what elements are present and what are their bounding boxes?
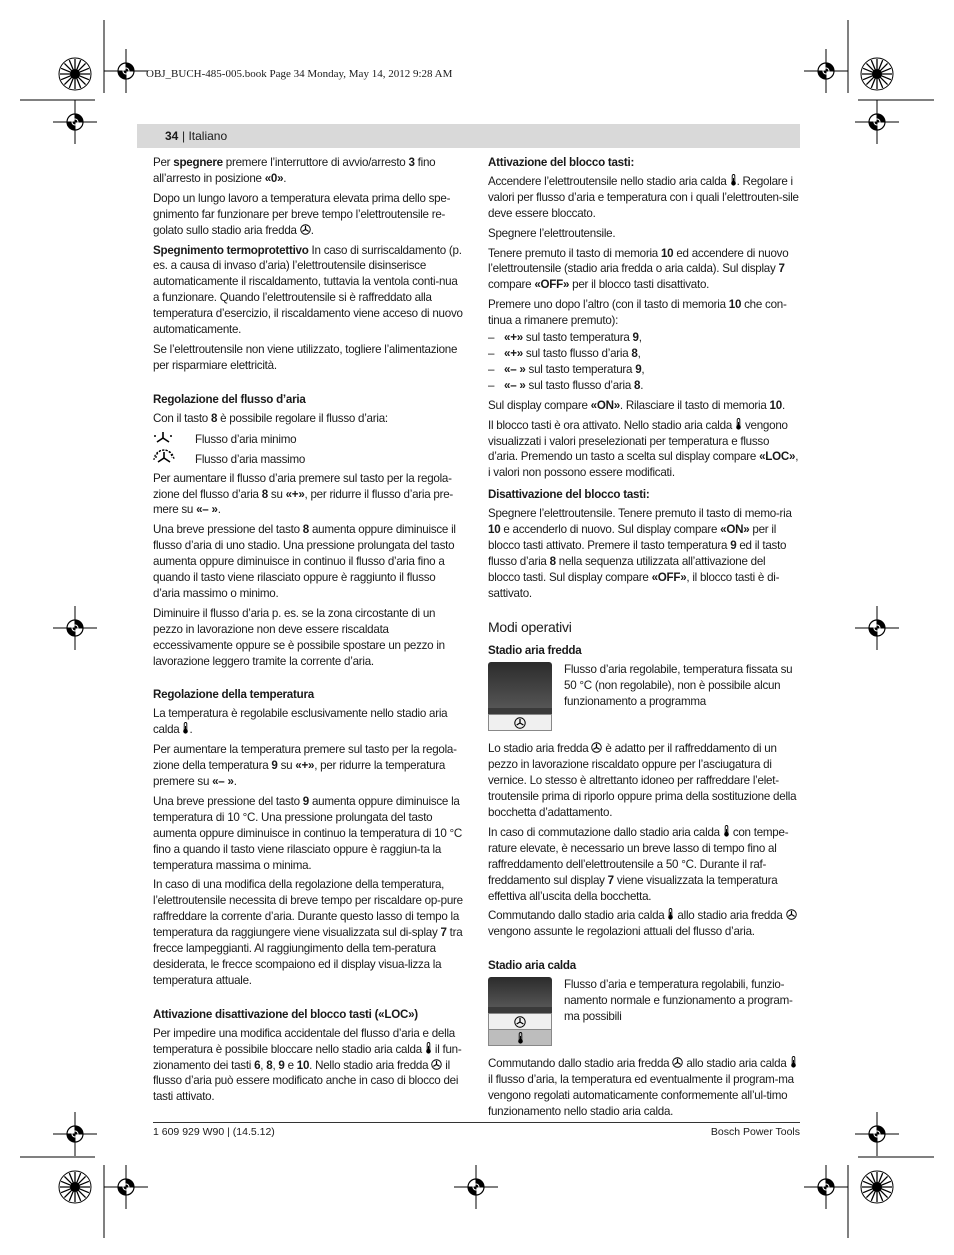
paragraph-lock-step2: Spegnere l’elettroutensile. (488, 226, 616, 240)
hot-stage-icon (723, 825, 730, 837)
list-item: – «+» sul tasto flusso d’aria 8, (488, 346, 641, 360)
fan-max-icon (153, 448, 175, 466)
display-screen (488, 977, 552, 1007)
paragraph-power-save: Se l’elettroutensile non viene utilizzato, togliere l’alimentazione per risparmiare elettricità. (153, 342, 458, 372)
paragraph-lock-step1: Accendere l’elettroutensile nello stadio aria calda . Regolare i valori per flusso d’aria e temperatura con i quali l’elettrouten-sile deve essere bloccato. (488, 174, 799, 220)
hot-stage-description: Flusso d’aria e temperatura regolabili, funzio-namento normale e funzionamento a program-ma possibili (564, 978, 793, 1023)
right-column (488, 155, 800, 1124)
paragraph-cooldown: Dopo un lungo lavoro a temperatura elevata prima dello spe-gnimento far funzionare per breve tempo l’elettroutensile re-golato sullo stadio aria fredda . (153, 191, 451, 237)
cold-stage-block (488, 662, 800, 731)
heading-key-lock: Attivazione disattivazione del blocco tasti («LOC») (153, 1007, 418, 1021)
paragraph-airflow-press: Una breve pressione del tasto 8 aumenta oppure diminuisce il flusso d’aria di uno stadio. Una pressione prolungata del tasto aumenta oppure diminuisce in continuo il flusso d’aria fino a quando il tasto viene rilasciato oppure è raggiunto il flusso d’aria massimo o minimo. (153, 523, 456, 600)
hot-stage-icon (790, 1056, 797, 1068)
footer-divider (153, 1122, 800, 1123)
hot-stage-button (488, 1030, 552, 1046)
cold-stage-icon (786, 909, 797, 920)
cold-stage-icon (514, 1016, 526, 1028)
footer-brand: Bosch Power Tools (710, 1126, 800, 1138)
paragraph-temperature-press: Una breve pressione del tasto 9 aumenta oppure diminuisce la temperatura di 10 °C. Una pressione prolungata del tasto aumenta oppure diminuisce in continuo la temperatura di 10 °C fino a quando il tasto viene rilasciato oppure è raggiun-ta la temperatura massima o minima. (153, 794, 463, 872)
paragraph-cold-stage-airflow: Commutando dallo stadio aria calda allo stadio aria fredda vengono assunte le regolazioni attuali del flusso d’aria. (488, 908, 800, 940)
page-language: | Italiano (182, 129, 228, 143)
hot-stage-icon (425, 1042, 432, 1054)
cold-stage-button (488, 714, 552, 731)
paragraph-cold-stage-switch: In caso di commutazione dallo stadio aria calda con tempe-rature elevate, è necessario un breve lasso di tempo fino al raffreddamento dell’elettroutensile a 50 °C. Durante il raf-freddamento sul display 7 viene visualizzata la temperatura effettiva all’uscita della bocchetta. (488, 825, 789, 903)
cold-stage-icon (514, 717, 526, 729)
paragraph-lock-deactivation: Spegnere l’elettroutensile. Tenere premuto il tasto di memo-ria 10 e accenderlo di nuovo. Sul display compare «ON» per il blocco tasti attivato. Premere il tasto temperatura 9 ed il tasto flusso d’aria 8 nella sequenza utilizzata all’attivazione del blocco tasti. Sul display compare «OFF», il blocco tasti è di-sattivato. (488, 507, 792, 600)
paragraph-lock-step4: Premere uno dopo l’altro (con il tasto di memoria 10 che con-tinua a rimanere premuto): (488, 298, 787, 328)
list-item: – «+» sul tasto temperatura 9, (488, 331, 642, 345)
paragraph-lock-step3: Tenere premuto il tasto di memoria 10 ed accendere di nuovo l’elettroutensile (stadio aria fredda o aria calda). Sul display 7 compare «OFF» per il blocco tasti disattivato. (488, 246, 789, 292)
cold-stage-icon (591, 742, 602, 753)
footer-document-code: 1 609 929 W90 | (14.5.12) (153, 1126, 275, 1138)
hot-stage-block (488, 977, 800, 1046)
cold-stage-icon (431, 1059, 442, 1070)
paragraph-airflow-keys: Per aumentare il flusso d’aria premere sul tasto per la regola-zione del flusso d’aria 8 su «+», per ridurre il flusso d’aria pre-mere su «– ». (153, 471, 453, 517)
list-item: – «– » sul tasto flusso d’aria 8. (488, 378, 644, 392)
cold-stage-icon (672, 1057, 683, 1068)
heading-lock-deactivation: Disattivazione del blocco tasti: (488, 488, 650, 502)
page-number: 34 (165, 129, 179, 143)
cold-stage-button (488, 1013, 552, 1030)
paragraph-key-lock: Per impedire una modifica accidentale del flusso d’aria e della temperatura è possibile bloccare nello stadio aria calda il fun-zionamento dei tasti 6, 8, 9 e 10. Nello stadio aria fredda il flusso d’aria può essere modificato anche in caso di blocco dei tasti attivato. (153, 1026, 462, 1104)
paragraph-temperature-keys: Per aumentare la temperatura premere sul tasto per la regola-zione della temperatura 9 su «+», per ridurre la temperatura premere su «– ». (153, 743, 457, 788)
paragraph-temperature-intro: La temperatura è regolabile esclusivamente nello stadio aria calda . (153, 707, 448, 737)
hot-stage-icon (517, 1032, 524, 1044)
display-screen (488, 662, 552, 708)
heading-cold-stage: Stadio aria fredda (488, 644, 582, 658)
paragraph-lock-step5: Sul display compare «ON». Rilasciare il tasto di memoria 10. (488, 398, 785, 412)
page-header-band (137, 124, 800, 148)
key-sequence-list (488, 330, 800, 394)
list-item: – «– » sul tasto temperatura 9, (488, 362, 645, 376)
paragraph-thermal-protection: Spegnimento termoprotettivo In caso di surriscaldamento (p. es. a causa di invaso d’aria) l’elettroutensile disinserisce automaticamente il riscaldamento, tuttavia la ventola conti-nua a funzionare. Quando l’elettroutensile si è raffreddato alla temperatura d’esercizio, il riscaldamento viene acceso di nuovo automaticamente. (153, 243, 463, 337)
fan-min-icon (153, 430, 173, 444)
paragraph-cold-stage-use: Lo stadio aria fredda è adatto per il raffreddamento di un pezzo in lavorazione riscaldato oppure per l’asciugatura di vernice. Lo stesso è altrettanto idoneo per raffreddare l’elet-troutensile prima di riporlo oppure prima della sostituzione della bocchetta d’adattamento. (488, 742, 797, 819)
heading-temperature: Regolazione della temperatura (153, 688, 314, 702)
left-column (153, 155, 465, 1109)
cold-stage-description: Flusso d’aria regolabile, temperatura fissata su 50 °C (non regolabile), non è possibile alcun funzionamento a programma (564, 663, 793, 709)
heading-airflow: Regolazione del flusso d’aria (153, 392, 306, 406)
hot-stage-icon (730, 174, 737, 186)
heading-hot-stage: Stadio aria calda (488, 959, 576, 973)
cold-stage-display-illustration (488, 662, 552, 731)
paragraph-airflow-reduce: Diminuire il flusso d’aria p. es. se la zona circostante di un pezzo in lavorazione non deve essere riscaldata eccessivamente oppure se è possibile spostare un pezzo in lavorazione leggero tramite la corrente d’aria. (153, 606, 445, 668)
airflow-max-row: Flusso d’aria massimo (153, 451, 465, 469)
paragraph-temperature-change: In caso di una modifica della regolazione della temperatura, l’elettroutensile necessita di breve tempo per riscaldare op-pure raffreddare la corrente d’aria. Durante questo lasso di tempo la temperatura da raggiungere viene visualizzata sul di-splay 7 tra frecce lampeggianti. Al raggiungimento della tem-peratura desiderata, le frecce scompaiono ed il display visua-lizza la temperatura attuale. (153, 878, 463, 987)
print-info-line: OBJ_BUCH-485-005.book Page 34 Monday, May 14, 2012 9:28 AM (146, 68, 453, 80)
hot-stage-display-illustration (488, 977, 552, 1046)
heading-operating-modes: Modi operativi (488, 618, 572, 635)
cold-stage-icon (300, 224, 311, 235)
heading-lock-activation: Attivazione del blocco tasti: (488, 156, 635, 169)
paragraph-airflow-intro: Con il tasto 8 è possibile regolare il flusso d’aria: (153, 411, 388, 425)
paragraph-hot-stage-switch: Commutando dallo stadio aria fredda allo stadio aria calda il flusso d’aria, la temperatura ed eventualmente il program-ma vengono regolati automaticamente conformemente all’ul-timo funzionamento nello stadio aria calda. (488, 1056, 800, 1120)
paragraph-spegnere: Per spegnere premere l’interruttore di avvio/arresto 3 fino all’arresto in posizione «0». (153, 156, 436, 185)
paragraph-lock-active: Il blocco tasti è ora attivato. Nello stadio aria calda vengono visualizzati i valori preselezionati per temperatura e flusso d’aria. Premendo un tasto a scelta sul display compare «LOC», i valori non possono essere modificati. (488, 418, 799, 480)
hot-stage-icon (735, 418, 742, 430)
airflow-min-row: Flusso d’aria minimo (153, 431, 465, 449)
